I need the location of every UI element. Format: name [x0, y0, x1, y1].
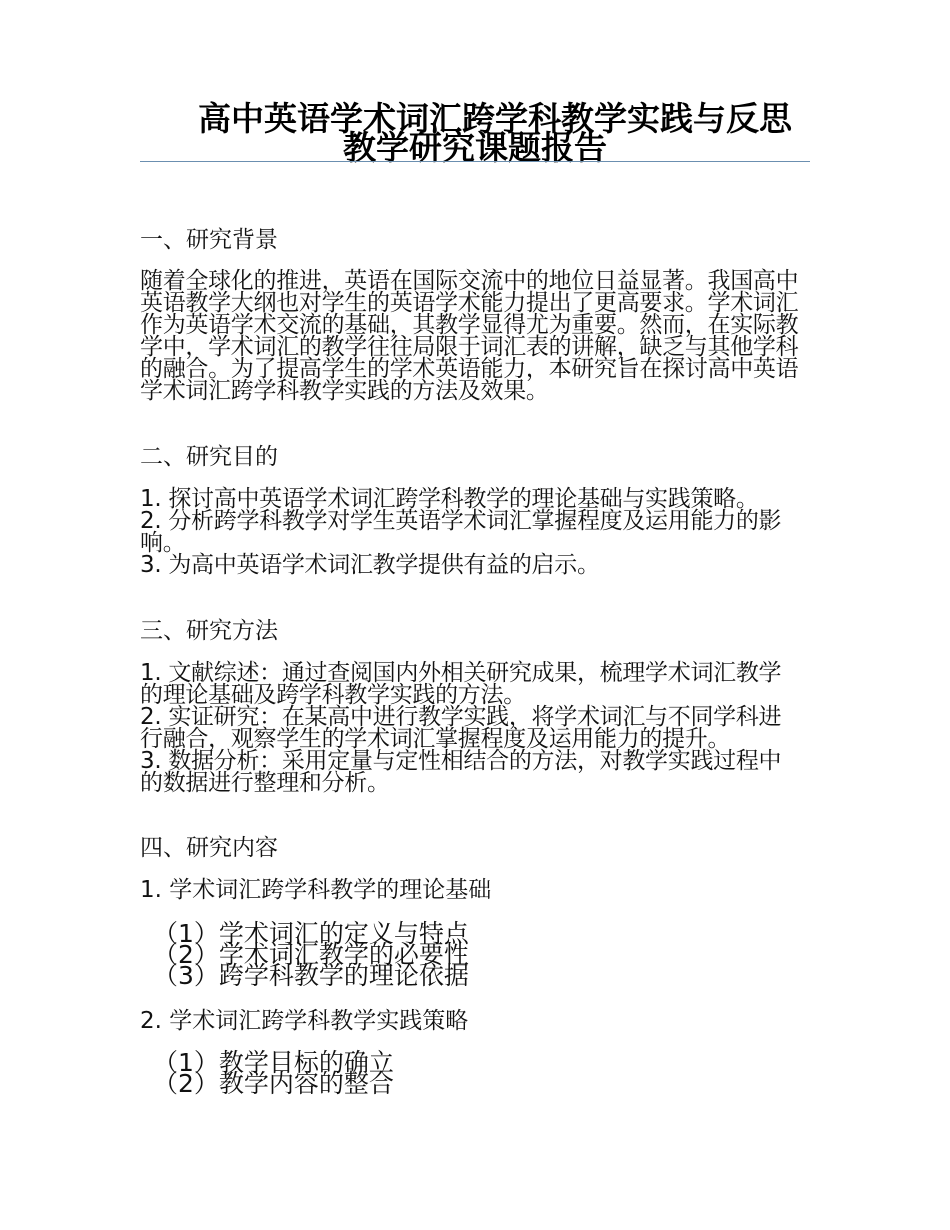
- title-underline: [140, 161, 810, 162]
- method-item: 1. 文献综述：通过查阅国内外相关研究成果，梳理学术词汇教学的理论基础及跨学科教学实践的方法。: [140, 660, 782, 708]
- methods-list: [140, 662, 800, 794]
- paragraph-background: 随着全球化的推进，英语在国际交流中的地位日益显著。我国高中英语教学大纲也对学生的英语学术能力提出了更高要求。学术词汇作为英语学术交流的基础，其教学显得尤为重要。然而，在实际教学中，学术词汇的教学往往局限于词汇表的讲解，缺乏与其他学科的融合。为了提高学生的学术英语能力，本研究旨在探讨高中英语学术词汇跨学科教学实践的方法及效果。: [140, 268, 799, 404]
- content-part-1-list: [153, 919, 469, 990]
- content-part-2-list: [153, 1048, 394, 1098]
- section-heading-purpose: 二、研究目的: [140, 444, 278, 470]
- content-part-2-title: 2. 学术词汇跨学科教学实践策略: [140, 1008, 469, 1034]
- section-heading-background: 一、研究背景: [140, 227, 278, 253]
- content-part-1-item: （1）学术词汇的定义与特点: [153, 919, 469, 948]
- section-heading-content: 四、研究内容: [140, 835, 278, 861]
- content-part-1-item: （3）跨学科教学的理论依据: [153, 961, 469, 990]
- content-part-2-item: （2）教学内容的整合: [153, 1069, 394, 1098]
- section-heading-methods: 三、研究方法: [140, 618, 278, 644]
- purpose-item: 1. 探讨高中英语学术词汇跨学科教学的理论基础与实践策略。: [140, 486, 759, 512]
- purpose-item: 3. 为高中英语学术词汇教学提供有益的启示。: [140, 552, 600, 578]
- method-item: 2. 实证研究：在某高中进行教学实践，将学术词汇与不同学科进行融合，观察学生的学术词汇掌握程度及运用能力的提升。: [140, 704, 782, 752]
- content-part-1-title: 1. 学术词汇跨学科教学的理论基础: [140, 877, 492, 903]
- purpose-item: 2. 分析跨学科教学对学生英语学术词汇掌握程度及运用能力的影响。: [140, 508, 782, 556]
- method-item: 3. 数据分析：采用定量与定性相结合的方法，对教学实践过程中的数据进行整理和分析。: [140, 748, 782, 796]
- content-part-2-item: （1）教学目标的确立: [153, 1048, 394, 1077]
- document-title-line-1: 高中英语学术词汇跨学科教学实践与反思: [198, 99, 792, 138]
- purpose-list: [140, 488, 800, 576]
- content-part-1-item: （2）学术词汇教学的必要性: [153, 940, 469, 969]
- document-title-line-2: 教学研究课题报告: [343, 128, 607, 167]
